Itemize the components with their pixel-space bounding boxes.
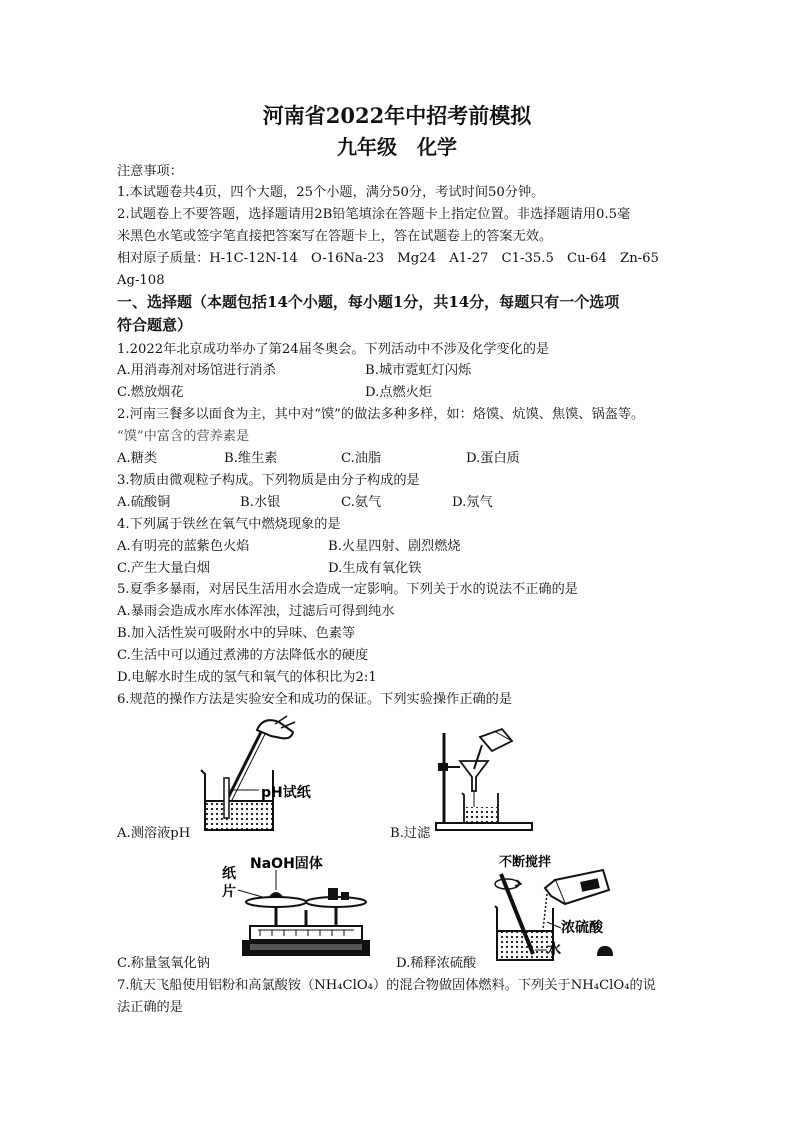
q6-option-b: B.过滤 <box>390 826 431 841</box>
q2-option-b: B.维生素 <box>224 451 278 466</box>
figure-ph-test <box>195 712 335 837</box>
fig-d-label-acid: 浓硫酸 <box>561 920 603 936</box>
q3-stem: 3.物质由微观粒子构成。下列物质是由分子构成的是 <box>117 473 420 488</box>
atomic-mass-a: 相对原子质量：H-1C-12N-14 O-16Na-23 Mg24 A1-27 C1-35.5 Cu-64 Zn-65 <box>117 251 659 266</box>
q1-option-d: D.点燃火炬 <box>365 385 433 400</box>
fig-c-label-naoh: NaOH固体 <box>250 856 323 872</box>
section1-heading-b: 符合题意） <box>117 316 193 334</box>
notes-heading: 注意事项： <box>117 164 183 179</box>
q1-option-c: C.燃放烟花 <box>117 385 184 400</box>
q6-option-c: C.称量氢氧化钠 <box>117 956 210 971</box>
q2-option-c: C.油脂 <box>341 451 382 466</box>
q4-option-c: C.产生大量白烟 <box>117 561 210 576</box>
q7-stem-b: 法正确的是 <box>117 1000 183 1015</box>
q1-stem: 1.2022年北京成功举办了第24届冬奥会。下列活动中不涉及化学变化的是 <box>117 342 550 357</box>
q5-option-d: D.电解水时生成的氢气和氧气的体积比为2:1 <box>117 670 377 685</box>
q2-stem-b: “馍”中富含的营养素是 <box>117 429 250 444</box>
q2-option-a: A.糖类 <box>117 451 158 466</box>
q6-option-d: D.稀释浓硫酸 <box>396 956 477 971</box>
fig-c-label-paper-1: 纸 <box>222 866 236 882</box>
q2-option-d: D.蛋白质 <box>466 451 520 466</box>
page-subtitle: 九年级 化学 <box>337 135 457 159</box>
fig-d-label-stir: 不断搅拌 <box>499 855 552 870</box>
q3-option-d: D.氖气 <box>452 495 493 510</box>
q3-option-c: C.氨气 <box>341 495 382 510</box>
q4-option-b: B.火星四射、剧烈燃烧 <box>328 539 461 554</box>
q7-stem-a: 7.航天飞船使用铝粉和高氯酸铵（NH₄ClO₄）的混合物做固体燃料。下列关于NH₄ClO₄的说 <box>117 978 656 993</box>
figure-weighing <box>220 850 390 965</box>
q4-option-d: D.生成有氧化铁 <box>328 561 422 576</box>
note-2a: 2.试题卷上不要答题，选择题请用2B铅笔填涂在答题卡上指定位置。非选择题请用0.5毫 <box>117 207 631 222</box>
q5-option-b: B.加入活性炭可吸附水中的异味、色素等 <box>117 626 356 641</box>
figure-dilution <box>485 850 625 965</box>
q3-option-b: B.水银 <box>240 495 281 510</box>
q4-stem: 4.下列属于铁丝在氧气中燃烧现象的是 <box>117 517 341 532</box>
fig-c-label-paper-2: 片 <box>222 884 236 900</box>
q4-option-a: A.有明亮的蓝紫色火焰 <box>117 539 250 554</box>
q3-option-a: A.硫酸铜 <box>117 495 171 510</box>
q1-option-b: B.城市霓虹灯闪烁 <box>365 363 472 378</box>
q5-stem: 5.夏季多暴雨，对居民生活用水会造成一定影响。下列关于水的说法不正确的是 <box>117 582 578 597</box>
q6-option-a: A.测溶液pH <box>117 826 191 841</box>
section1-heading-a: 一、选择题（本题包括14个小题，每小题1分，共14分，每题只有一个选项 <box>117 293 620 311</box>
note-2b: 米黑色水笔或签字笔直接把答案写在答题卡上，答在试题卷上的答案无效。 <box>117 229 553 244</box>
atomic-mass-b: Ag-108 <box>117 273 165 288</box>
q1-option-a: A.用消毒剂对场馆进行消杀 <box>117 363 276 378</box>
fig-a-label: pH试纸 <box>261 785 311 801</box>
q6-stem: 6.规范的操作方法是实验安全和成功的保证。下列实验操作正确的是 <box>117 692 513 707</box>
q5-option-a: A.暴雨会造成水库水体浑浊，过滤后可得到纯水 <box>117 604 395 619</box>
q2-stem-a: 2.河南三餐多以面食为主，其中对“馍”的做法多种多样，如：烙馍、炕馍、焦馍、锅盔等。 <box>117 407 645 422</box>
note-1: 1.本试题卷共4页，四个大题，25个小题，满分50分，考试时间50分钟。 <box>117 185 545 200</box>
figure-filtration <box>430 715 540 835</box>
page-title: 河南省2022年中招考前模拟 <box>262 103 532 128</box>
q5-option-c: C.生活中可以通过煮沸的方法降低水的硬度 <box>117 648 369 663</box>
fig-d-label-water: 水 <box>547 942 561 958</box>
